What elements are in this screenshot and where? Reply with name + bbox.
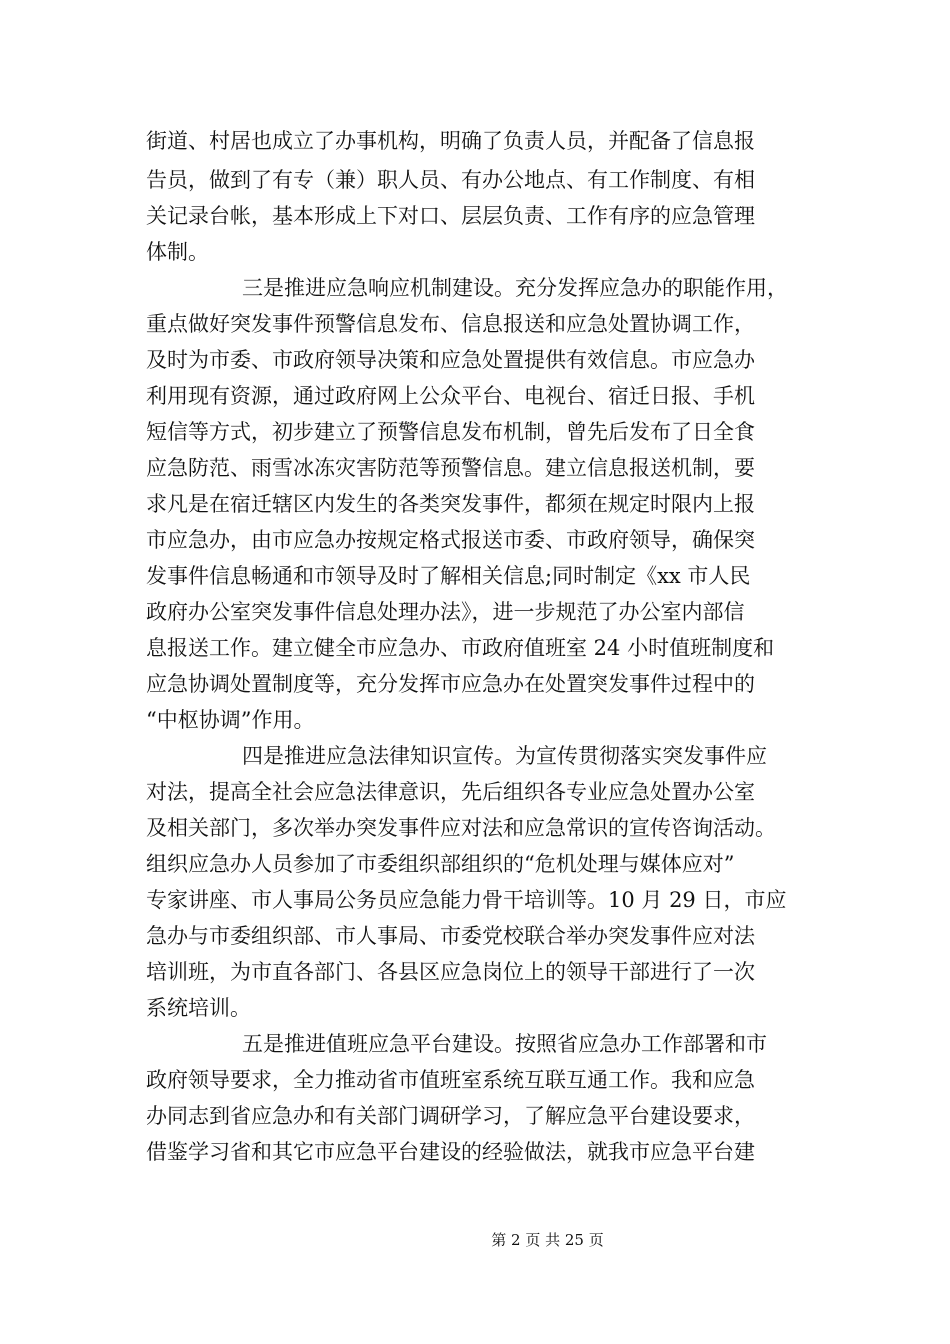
paragraph-start-line: 四是推进应急法律知识宣传。为宣传贯彻落实突发事件应 (242, 744, 767, 768)
text-line: 急办与市委组织部、市人事局、市委党校联合举办突发事件应对法 (146, 924, 755, 948)
text-line: 对法，提高全社会应急法律意识，先后组织各专业应急处置办公室 (146, 780, 755, 804)
paragraph-start-line: 三是推进应急响应机制建设。充分发挥应急办的职能作用， (242, 276, 788, 300)
text-line: 街道、村居也成立了办事机构，明确了负责人员，并配备了信息报 (146, 129, 755, 153)
text-line: 短信等方式，初步建立了预警信息发布机制，曾先后发布了日全食 (146, 420, 755, 444)
text-line: 培训班，为市直各部门、各县区应急岗位上的领导干部进行了一次 (146, 960, 755, 984)
text-line: 体制。 (146, 240, 209, 264)
text-line: 组织应急办人员参加了市委组织部组织的“危机处理与媒体应对” (146, 852, 735, 876)
text-line: 发事件信息畅通和市领导及时了解相关信息;同时制定《xx 市人民 (146, 564, 751, 588)
text-line: 及相关部门，多次举办突发事件应对法和应急常识的宣传咨询活动。 (146, 816, 776, 840)
text-line: 办同志到省应急办和有关部门调研学习，了解应急平台建设要求， (146, 1104, 755, 1128)
text-line: 市应急办，由市应急办按规定格式报送市委、市政府领导，确保突 (146, 528, 755, 552)
text-line: 专家讲座、市人事局公务员应急能力骨干培训等。10 月 29 日，市应 (146, 888, 787, 912)
text-line: 关记录台帐，基本形成上下对口、层层负责、工作有序的应急管理 (146, 204, 755, 228)
text-line: 政府领导要求，全力推动省市值班室系统互联互通工作。我和应急 (146, 1068, 755, 1092)
text-line: 政府办公室突发事件信息处理办法》，进一步规范了办公室内部信 (146, 600, 745, 624)
text-line: 告员，做到了有专（兼）职人员、有办公地点、有工作制度、有相 (146, 168, 755, 192)
text-line: “中枢协调”作用。 (146, 708, 315, 732)
text-line: 应急防范、雨雪冰冻灾害防范等预警信息。建立信息报送机制，要 (146, 456, 755, 480)
text-line: 重点做好突发事件预警信息发布、信息报送和应急处置协调工作， (146, 312, 755, 336)
text-line: 利用现有资源，通过政府网上公众平台、电视台、宿迁日报、手机 (146, 384, 755, 408)
text-line: 及时为市委、市政府领导决策和应急处置提供有效信息。市应急办 (146, 348, 755, 372)
text-line: 借鉴学习省和其它市应急平台建设的经验做法，就我市应急平台建 (146, 1140, 755, 1164)
text-line: 求凡是在宿迁辖区内发生的各类突发事件，都须在规定时限内上报 (146, 492, 755, 516)
paragraph-start-line: 五是推进值班应急平台建设。按照省应急办工作部署和市 (242, 1032, 767, 1056)
text-line: 应急协调处置制度等，充分发挥市应急办在处置突发事件过程中的 (146, 672, 755, 696)
text-line: 息报送工作。建立健全市应急办、市政府值班室 24 小时值班制度和 (146, 636, 775, 660)
page-number-footer: 第 2 页 共 25 页 (491, 1231, 604, 1249)
text-line: 系统培训。 (146, 996, 251, 1020)
